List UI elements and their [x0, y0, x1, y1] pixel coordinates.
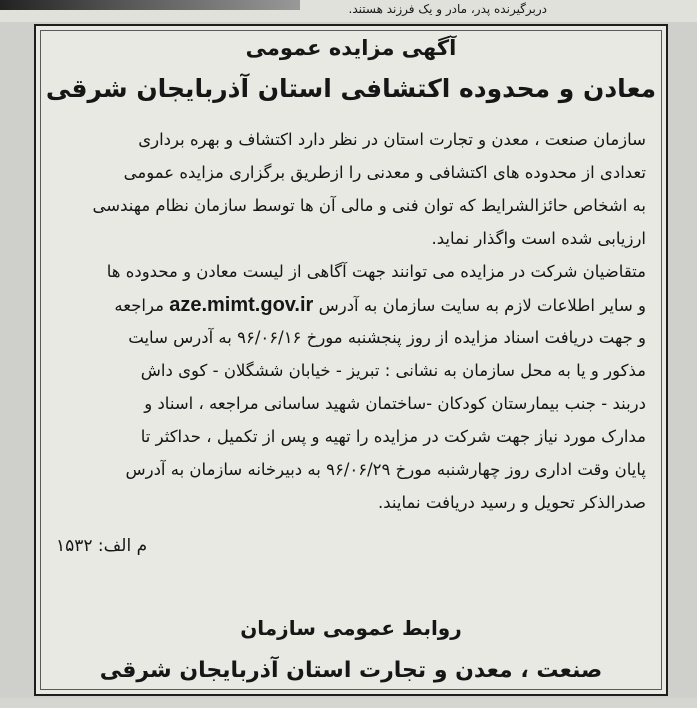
reference-number: م الف: ۱۵۳۲	[56, 536, 148, 556]
body-line-12: صدرالذکر تحویل و رسید دریافت نمایند.	[377, 493, 646, 512]
body-line-7: و جهت دریافت اسناد مزایده از روز پنجشنبه مورخ ۹۶/۰۶/۱۶ به آدرس سایت	[128, 328, 646, 347]
body-line-11: پایان وقت اداری روز چهارشنبه مورخ ۹۶/۰۶/۲۹ به دبیرخانه سازمان به آدرس	[125, 460, 646, 479]
body-line-5: متقاضیان شرکت در مزایده می توانند جهت آگاهی از لیست معادن و محدوده ها	[106, 262, 646, 281]
notice-frame	[34, 24, 668, 696]
notice-title: آگهی مزایده عمومی	[245, 36, 457, 60]
body-line-6-suffix: مراجعه	[114, 296, 164, 315]
body-line-10: مدارک مورد نیاز جهت شرکت در مزایده را تهیه و پس از تکمیل ، حداکثر تا	[140, 427, 646, 446]
signature-line-1: روابط عمومی سازمان	[240, 616, 462, 640]
top-strip	[0, 0, 697, 22]
body-line-4: ارزیابی شده است واگذار نماید.	[431, 229, 646, 248]
body-line-9: دربند - جنب بیمارستان کودکان -ساختمان شهید ساسانی مراجعه ، اسناد و	[144, 394, 646, 413]
top-caption: دربرگیرنده پدر، مادر و یک فرزند هستند.	[348, 2, 547, 16]
website-address: aze.mimt.gov.ir	[169, 294, 314, 316]
signature-line-2: صنعت ، معدن و تجارت استان آذربایجان شرقی	[99, 658, 603, 683]
photo-edge-image	[0, 0, 300, 10]
body-line-2: تعدادی از محدوده های اکتشافی و معدنی را ازطریق برگزاری مزایده عمومی	[123, 163, 646, 182]
body-line-1: سازمان صنعت ، معدن و تجارت استان در نظر دارد اکتشاف و بهره برداری	[138, 130, 646, 149]
body-line-3: به اشخاص حائزالشرایط که توان فنی و مالی آن ها توسط سازمان نظام مهندسی	[92, 196, 646, 215]
notice-inner-border	[40, 30, 662, 690]
body-line-8: مذکور و یا به محل سازمان به نشانی : تبریز - خیابان ششگلان - کوی داش	[140, 361, 646, 380]
bottom-strip	[0, 698, 697, 708]
body-line-6-text: و سایر اطلاعات لازم به سایت سازمان به آدرس	[318, 296, 646, 315]
notice-subtitle: معادن و محدوده اکتشافی استان آذربایجان شرقی	[45, 74, 657, 103]
body-line-6	[60, 295, 646, 316]
